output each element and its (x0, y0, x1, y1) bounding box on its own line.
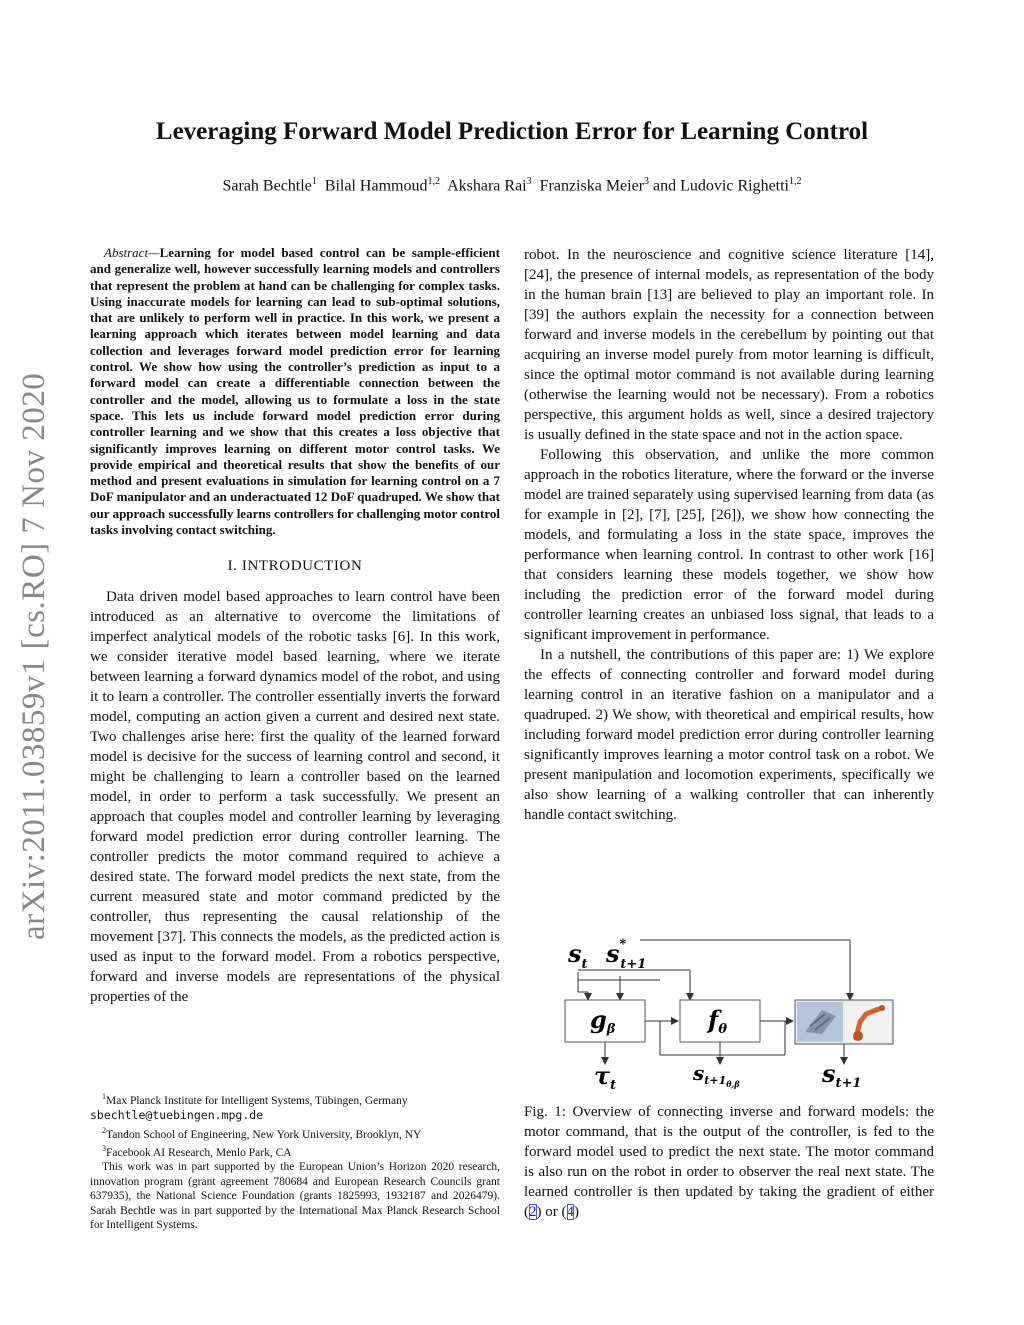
label-s-star: s* t+1 (606, 937, 647, 972)
author-name: Sarah Bechtle (222, 177, 312, 195)
author-affiliation: 1,2 (789, 176, 802, 187)
footnote-funding: This work was in part supported by the European Union’s Horizon 2020 research, innovation program (grant agreement 780684 and European Research Councils grant 637935), the National Science Foundation (grants 1825993, 1932187 and 2026479). Sarah Bechtle was in part supported by the International Max Planck Research School for Intelligent Systems. (90, 1161, 500, 1232)
label-f-theta: $f_\theta$ (708, 1005, 727, 1037)
author-list (0, 176, 1024, 195)
author-name: Ludovic Righetti (680, 177, 789, 195)
label-s-t: $s_t$ (568, 939, 588, 972)
author-affiliation: 3 (644, 176, 650, 187)
footnote-affiliation-3: $^3$Facebook AI Research, Menlo Park, CA (102, 1144, 292, 1159)
arxiv-identifier: arXiv:2011.03859v1 [cs.RO] 7 Nov 2020 (16, 372, 52, 940)
author-affiliation: 1 (311, 176, 317, 187)
author-affiliation: 3 (526, 176, 532, 187)
label-tau-t: $\tau_t$ (594, 1061, 617, 1090)
equation-reference-link[interactable]: 2 (529, 1204, 537, 1220)
author-name: Akshara Rai (447, 177, 527, 195)
intro-paragraph: Data driven model based approaches to learn control have been introduced as an alternative to overcome the limitations of imperfect analytical models of the robotic tasks [6]. In this work, we consider iterative model based learning, where we iterate between learning a forward dynamics model of the robot, and using it to learn a controller. The controller essentially inverts the forward model, computing an action given a current and desired next state. Two challenges arise here: first the quality of the learned forward model is decisive for the success of learning control and second, it might be challenging to learn a controller based on the learned model, in order to perform a task successfully. We present an approach that couples model and controller learning by leveraging forward model prediction error during controller learning. The controller predicts the motor command required to achieve a desired state. The forward model predicts the next state, from the current measured state and motor command predicted by the controller, thus representing the causal relationship of the movement [37]. This connects the models, as the predicted action is used as input to the forward model. From a robotics perspective, forward and inverse models are representations of the physical properties of the (90, 589, 500, 1006)
equation-reference-link[interactable]: 4 (566, 1204, 574, 1220)
body-paragraph: Following this observation, and unlike the more common approach in the robotics literature, where the forward or the inverse model are trained separately using supervised learning from data (as for example in [2], [7], [25], [26]), we show how connecting the models, and formulating a loss in the state space, improves the performance when learning control. In contrast to other work [16] that considers learning these models together, we show how including the prediction error of the forward model during controller learning creates an unbiased loss signal, that leads to a significant improvement in performance. (524, 447, 934, 643)
section-heading: I. INTRODUCTION (227, 558, 363, 575)
figure-caption: Fig. 1: Overview of connecting inverse and forward models: the motor command, that is the output of the controller, is fed to the forward model used to predict the next state. The motor command is also run on the robot in order to observer the real next state. The learned controller is then updated by taking the gradient of either (2) or (4) (524, 1104, 934, 1220)
author-joiner: and (653, 177, 677, 195)
diagram-svg (560, 930, 900, 1090)
abstract-text: Learning for model based control can be sample-efficient and generalize well, however successfully learning models and controllers that represent the problem at hand can be challenging for complex tasks. Using inaccurate models for learning can lead to sub-optimal solutions, that are unlikely to perform well in practice. In this work, we present a learning approach which iterates between model learning and data collection and leverages forward model prediction error for learning control. We show how using the controller’s prediction as input to a forward model can create a differentiable connection between the controller and the model, allowing us to formulate a loss in the state space. This lets us include forward model prediction error during controller learning and we show that this creates a loss objective that significantly improves learning on different motor control tasks. We provide empirical and theoretical results that show the benefits of our method and present evaluations in simulation for learning control on a 7 DoF manipulator and an underactuated 12 DoF quadruped. We show that our approach successfully learns controllers for challenging motor control tasks involving contact switching. (90, 245, 500, 538)
footnote-affiliation-2: $^2$Tandon School of Engineering, New York University, Brooklyn, NY (102, 1125, 422, 1141)
robot-image-icon (795, 1000, 893, 1044)
abstract-label: Abstract— (104, 245, 160, 260)
label-s-next: $s_{t+1}$ (822, 1059, 862, 1090)
body-paragraph: robot. In the neuroscience and cognitive science literature [14], [24], the presence of internal models, as representation of the body in the human brain [13] are believed to play an important role. In [39] the authors explain the necessity for a connection between forward and inverse models in the cerebellum by pointing out that acquiring an inverse model purely from motor learning is difficult, since the optimal motor command is not available during learning (otherwise the learning would not be necessary). From a robotics perspective, this argument holds as well, since a desired trajectory is usually defined in the state space and not in the action space. (524, 247, 934, 443)
author-name: Franziska Meier (539, 177, 645, 195)
author-name: Bilal Hammoud (324, 177, 428, 195)
right-column (524, 245, 934, 825)
left-column (90, 245, 500, 1007)
abstract (90, 245, 500, 538)
paper-title: Leveraging Forward Model Prediction Error for Learning Control (155, 118, 869, 145)
body-paragraph: In a nutshell, the contributions of this paper are: 1) We explore the effects of connecting controller and forward model during learning control in an iterative fashion on a manipulator and a quadruped. 2) We show, with theoretical and empirical results, how including forward model prediction error during controller learning significantly improves learning a motor control task on a robot. We present manipulation and locomotion experiments, specifically we also show learning of a walking controller that can inherently handle contact switching. (524, 647, 934, 823)
figure-1-diagram (560, 930, 900, 1090)
footnotes (90, 1090, 500, 1233)
footnote-affiliation-1: $^1$Max Planck Institute for Intelligent Systems, Tübingen, Germany (102, 1092, 408, 1107)
label-g-beta: $g_\beta$ (590, 1005, 616, 1037)
footnote-email: sbechtle@tuebingen.mpg.de (90, 1108, 264, 1123)
author-affiliation: 1,2 (427, 176, 440, 187)
label-s-pred: $s_{t+1}\theta,\beta$ (693, 1061, 740, 1089)
